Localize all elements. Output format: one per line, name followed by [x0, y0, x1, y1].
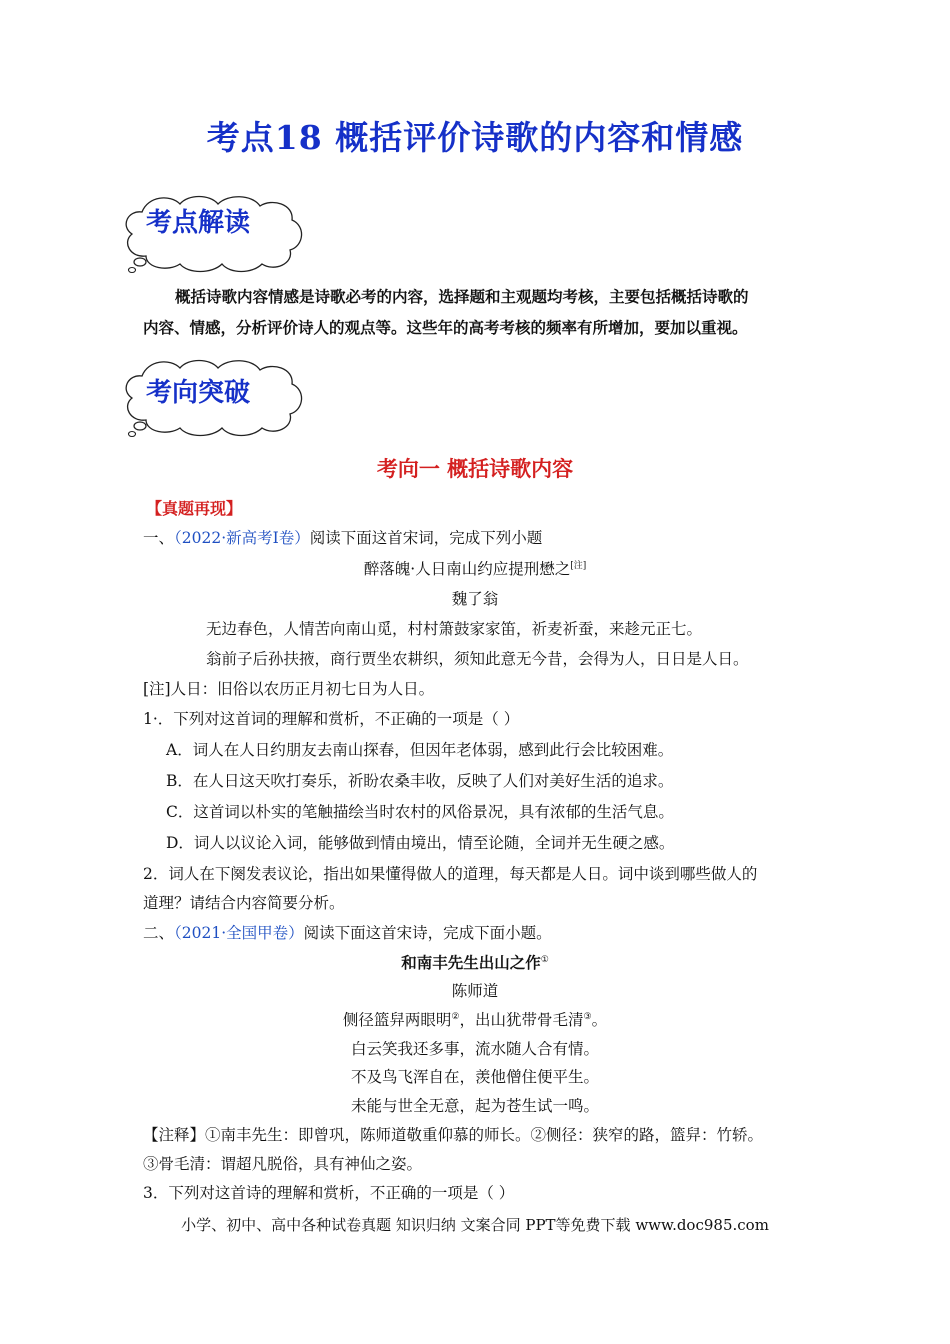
- q2-line1-note2: ③: [583, 1011, 592, 1022]
- q1-note: [注]人日：旧俗以农历正月初七日为人日。: [143, 680, 435, 698]
- q1-poem-title-text: 醉落魄·人日南山约应提刑懋之: [363, 560, 571, 578]
- q2-heading: [143, 921, 552, 943]
- q1-poem-title: [0, 557, 950, 579]
- q1-author: 魏了翁: [451, 590, 499, 608]
- cloud-label-kaoxiang: 考向突破: [146, 378, 251, 408]
- q2-line1-note1: ②: [451, 1011, 460, 1022]
- cloud-label-kaodian: 考点解读: [146, 208, 251, 238]
- q2-poem-line-2: 白云笑我还多事，流水随人合有情。: [350, 1040, 599, 1058]
- page-title: 考点18 概括评价诗歌的内容和情感: [206, 118, 744, 157]
- q1-option-b: B．在人日这天吹打奏乐，祈盼农桑丰收，反映了人们对美好生活的追求。: [166, 772, 674, 790]
- q2-line1c: 。: [591, 1011, 608, 1029]
- q2-poem-line-1: [0, 1008, 950, 1030]
- q1-source: （2022·新高考Ⅰ卷）: [174, 529, 310, 547]
- footer-link[interactable]: 小学、初中、高中各种试卷真题 知识归纳 文案合同 PPT等免费下载 www.doc985.com: [181, 1216, 769, 1234]
- q2-text: 阅读下面这首宋诗，完成下面小题。: [303, 924, 552, 942]
- intro-line-1: 概括诗歌内容情感是诗歌必考的内容，选择题和主观题均考核，主要包括概括诗歌的: [175, 288, 749, 306]
- q1-text: 阅读下面这首宋词，完成下列小题: [309, 529, 543, 547]
- q1-sub1: 1·．下列对这首词的理解和赏析，不正确的一项是（ ）: [143, 710, 520, 728]
- q2-source: （2021·全国甲卷）: [174, 924, 304, 942]
- q1-sub2-line-2: 道理？请结合内容简要分析。: [143, 894, 345, 912]
- q1-heading: [143, 526, 542, 548]
- q2-line1a: 侧径篮舁两眼明: [342, 1011, 452, 1029]
- q1-poem-title-note: [注]: [570, 560, 587, 571]
- q2-author: 陈师道: [451, 982, 499, 1000]
- q2-sub3: 3．下列对这首诗的理解和赏析，不正确的一项是（ ）: [143, 1184, 515, 1202]
- tag-real-questions: 【真题再现】: [146, 499, 243, 518]
- q1-option-a: A．词人在人日约朋友去南山探春，但因年老体弱，感到此行会比较困难。: [166, 741, 674, 759]
- q1-sub2-line-1: 2．词人在下阕发表议论，指出如果懂得做人的道理，每天都是人日。词中谈到哪些做人的: [143, 865, 758, 883]
- q1-option-c: C．这首词以朴实的笔触描绘当时农村的风俗景况，具有浓郁的生活气息。: [166, 803, 674, 821]
- q1-prefix: 一、: [143, 529, 175, 547]
- q2-prefix: 二、: [143, 924, 175, 942]
- q2-poem-line-3: 不及鸟飞浑自在，羡他僧住便平生。: [350, 1068, 599, 1086]
- q2-poem-title-note: ①: [540, 954, 549, 965]
- intro-line-2: 内容、情感，分析评价诗人的观点等。这些年的高考考核的频率有所增加，要加以重视。: [143, 319, 748, 337]
- q2-poem-title: [0, 951, 950, 973]
- q1-option-d: D．词人以议论入词，能够做到情由境出，情至论随，全词并无生硬之感。: [166, 834, 675, 852]
- q1-poem-line-1: 无边春色，人情苦向南山觅，村村箫鼓家家笛，祈麦祈蚕，来趁元正七。: [206, 620, 703, 638]
- section-title: 考向一 概括诗歌内容: [376, 457, 574, 481]
- q2-line1b: ，出山犹带骨毛清: [459, 1011, 584, 1029]
- q1-poem-line-2: 翁前子后孙扶掖，商行贾坐农耕织，须知此意无今昔，会得为人，日日是人日。: [206, 650, 749, 668]
- q2-poem-title-text: 和南丰先生出山之作: [401, 953, 541, 972]
- q2-poem-line-4: 未能与世全无意，起为苍生试一鸣。: [350, 1097, 599, 1115]
- q2-note-line-1: 【注释】①南丰先生：即曾巩，陈师道敬重仰慕的师长。②侧径：狭窄的路，篮舁：竹轿。: [143, 1126, 764, 1144]
- q2-note-line-2: ③骨毛清：谓超凡脱俗，具有神仙之姿。: [143, 1155, 423, 1173]
